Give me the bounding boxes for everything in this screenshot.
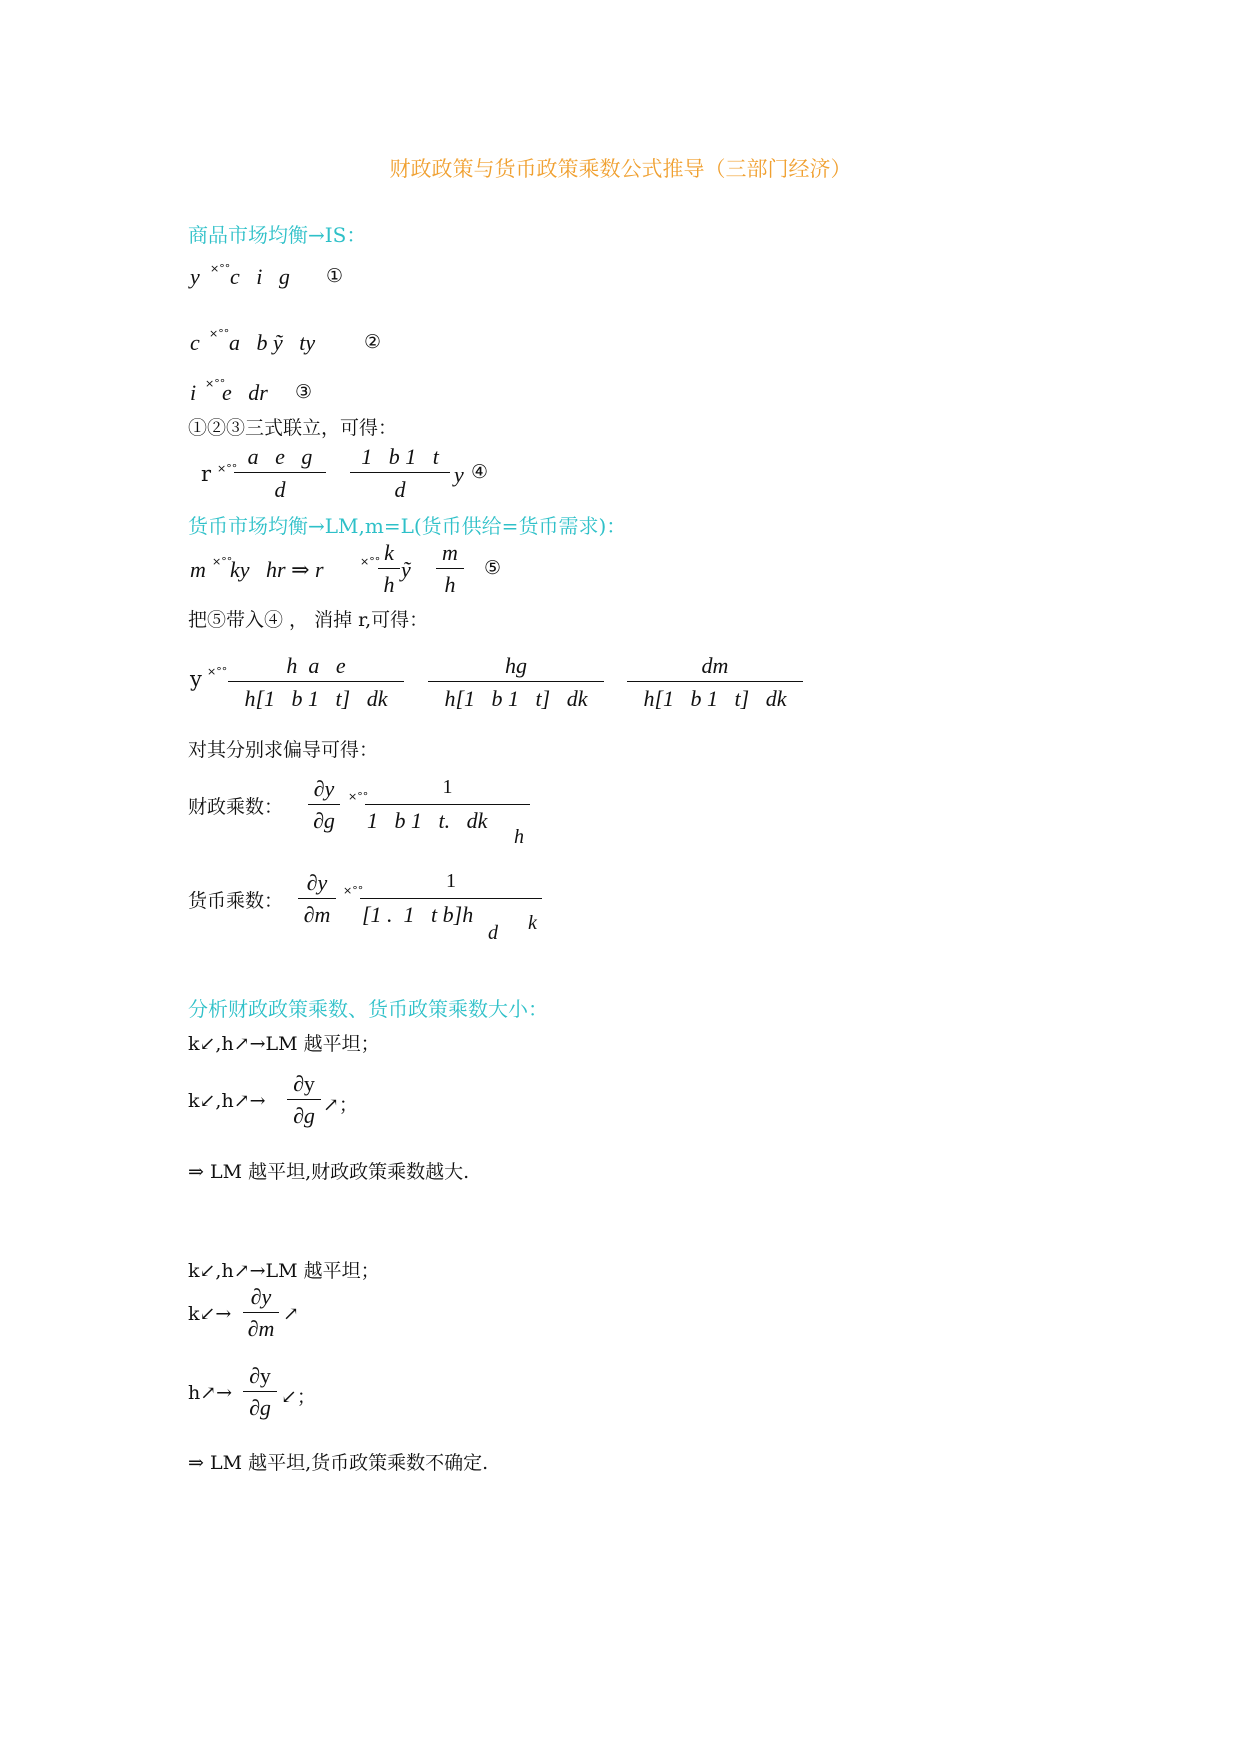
line4-frac-den: ∂m xyxy=(247,1316,275,1341)
eq1-number: ① xyxy=(326,265,344,287)
fraction-bar xyxy=(298,898,336,899)
fraction-bar xyxy=(234,472,326,473)
eqy-lhs: y xyxy=(190,667,202,691)
fiscal-den: 1 b 1 t. dk xyxy=(367,808,488,833)
conclusion-1: ⇒ LM 越平坦,财政政策乘数越大. xyxy=(188,1161,470,1183)
line5-frac-den: ∂g xyxy=(249,1395,271,1420)
eq5-y: ỹ xyxy=(401,557,411,582)
eq5-frac2-den: h xyxy=(444,572,456,597)
fraction-bar xyxy=(350,472,450,473)
eq4-lhs: r xyxy=(201,462,212,486)
eq1-rhs: c i g xyxy=(230,264,290,289)
approx-symbol: ×°° xyxy=(209,327,230,340)
monetary-num: 1 xyxy=(446,870,456,892)
eq1-lhs: y xyxy=(190,264,200,289)
eq3-lhs: i xyxy=(190,380,197,405)
line4-suffix: ↗ xyxy=(283,1303,299,1325)
eq5-lhs: m xyxy=(190,557,206,582)
eqy-frac1-num: h a e xyxy=(286,653,346,678)
fraction-bar xyxy=(360,898,542,899)
fraction-bar xyxy=(287,1099,321,1100)
approx-symbol: ×°° xyxy=(217,462,238,475)
fraction-bar xyxy=(308,804,340,805)
fraction-bar xyxy=(228,681,404,682)
eqy-frac2-den: h[1 b 1 t] dk xyxy=(444,686,588,711)
fraction-bar xyxy=(243,1391,277,1392)
fiscal-label: 财政乘数： xyxy=(188,796,284,818)
eq5-mid: ky hr ⇒ r xyxy=(230,557,324,582)
eq4-tail: y xyxy=(454,462,464,487)
monetary-d-den: ∂m xyxy=(303,902,331,927)
partial-text: 对其分别求偏导可得： xyxy=(188,739,379,761)
line2-frac-den: ∂g xyxy=(293,1103,315,1128)
eq4-number: ④ xyxy=(471,461,489,483)
fiscal-d-den: ∂g xyxy=(313,808,335,833)
monetary-den-tail: d xyxy=(488,922,498,944)
fraction-bar xyxy=(428,681,604,682)
line2-frac-num: ∂y xyxy=(293,1071,315,1096)
line2-prefix: k↙,h↗→ xyxy=(188,1090,266,1112)
eq2-rhs: a b ỹ ty xyxy=(229,330,316,355)
eq4-frac1-num: a e g xyxy=(247,444,313,469)
fraction-bar xyxy=(627,681,803,682)
fiscal-num: 1 xyxy=(442,776,453,798)
eq4-frac1-den: d xyxy=(274,477,286,502)
line2-suffix: ↗； xyxy=(323,1094,358,1116)
fiscal-d-num: ∂y xyxy=(313,776,335,801)
eq4-frac2-num: 1 b 1 t xyxy=(361,444,439,469)
approx-symbol: ×°° xyxy=(360,555,381,568)
monetary-den: [1 . 1 t b]h xyxy=(362,902,474,927)
combine-text: ①②③三式联立，可得： xyxy=(188,417,398,439)
line4-frac-num: ∂y xyxy=(250,1284,272,1309)
eqy-frac1-den: h[1 b 1 t] dk xyxy=(244,686,388,711)
approx-symbol: ×°° xyxy=(210,262,231,275)
analysis-heading: 分析财政政策乘数、货币政策乘数大小： xyxy=(188,997,548,1021)
eqy-frac3-num: dm xyxy=(701,653,729,678)
eq3-rhs: e dr xyxy=(222,380,268,405)
fraction-bar xyxy=(378,568,400,569)
line5-prefix: h↗→ xyxy=(188,1382,233,1404)
eq5-frac1-num: k xyxy=(384,540,394,565)
eq5-frac1-den: h xyxy=(383,572,395,597)
lm-heading: 货币市场均衡→LM,m=L(货币供给=货币需求)： xyxy=(188,514,627,538)
fraction-bar xyxy=(365,804,530,805)
fraction-bar xyxy=(436,568,464,569)
eq3-number: ③ xyxy=(295,381,313,403)
monetary-den-k: k xyxy=(528,912,537,934)
line5-frac-num: ∂y xyxy=(249,1363,271,1388)
eq4-frac2-den: d xyxy=(394,477,406,502)
substitute-text: 把⑤带入④ ， 消掉 r,可得： xyxy=(188,609,429,631)
analysis-line-3: k↙,h↗→LM 越平坦； xyxy=(188,1260,380,1282)
line4-prefix: k↙→ xyxy=(188,1303,232,1325)
eqy-frac2-num: hg xyxy=(505,653,527,678)
eq2-lhs: c xyxy=(190,330,200,355)
fiscal-den-tail: h xyxy=(514,826,524,848)
approx-symbol: ×°° xyxy=(207,665,228,678)
approx-symbol: ×°° xyxy=(348,790,369,803)
eq2-number: ② xyxy=(364,331,382,353)
conclusion-2: ⇒ LM 越平坦,货币政策乘数不确定. xyxy=(188,1452,489,1474)
analysis-line-1: k↙,h↗→LM 越平坦； xyxy=(188,1033,380,1055)
monetary-d-num: ∂y xyxy=(306,870,328,895)
eq5-frac2-num: m xyxy=(442,540,458,565)
fraction-bar xyxy=(243,1312,279,1313)
line5-suffix: ↙； xyxy=(281,1386,316,1408)
monetary-label: 货币乘数： xyxy=(188,890,284,912)
approx-symbol: ×°° xyxy=(343,884,364,897)
page-title: 财政政策与货币政策乘数公式推导（三部门经济） xyxy=(389,157,852,181)
is-heading: 商品市场均衡→IS： xyxy=(188,223,367,247)
approx-symbol: ×°° xyxy=(205,377,226,390)
eqy-frac3-den: h[1 b 1 t] dk xyxy=(643,686,787,711)
eq5-number: ⑤ xyxy=(484,557,502,579)
approx-symbol: ×°° xyxy=(212,555,233,568)
